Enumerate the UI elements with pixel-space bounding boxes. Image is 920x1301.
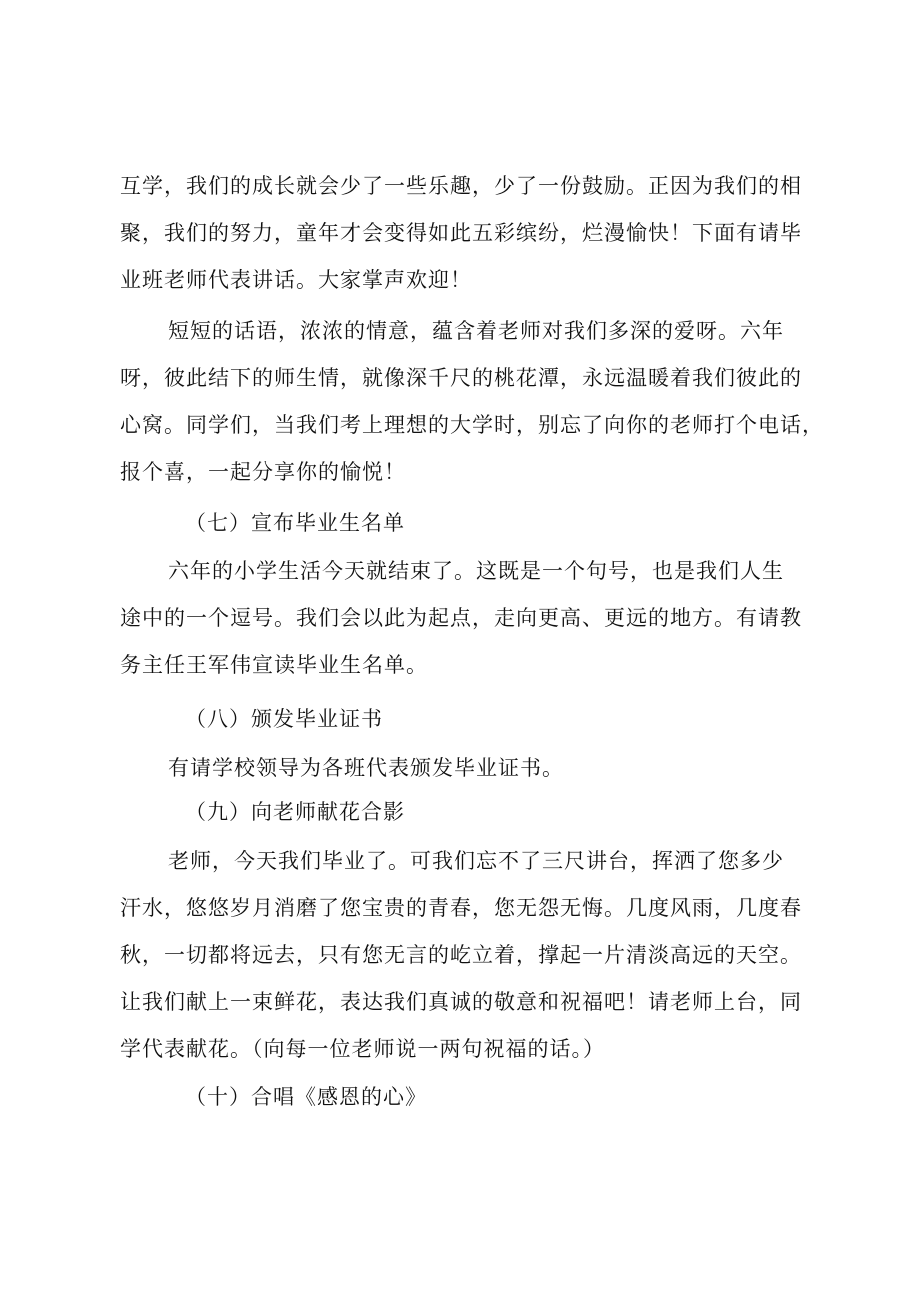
text-line: 短短的话语，浓浓的情意，蕴含着老师对我们多深的爱呀。六年 xyxy=(168,319,784,343)
text-line: 务主任王军伟宣读毕业生名单。 xyxy=(120,653,428,677)
text-line: 有请学校领导为各班代表颁发毕业证书。 xyxy=(168,756,564,780)
paragraph-closing-intro xyxy=(120,163,820,304)
text-line: 途中的一个逗号。我们会以此为起点，走向更高、更远的地方。有请教 xyxy=(120,606,802,630)
section-heading-8: （八）颁发毕业证书 xyxy=(185,707,383,731)
text-line: 心窝。同学们，当我们考上理想的大学时，别忘了向你的老师打个电话， xyxy=(120,413,824,437)
text-line: 老师，今天我们毕业了。可我们忘不了三尺讲台，挥洒了您多少 xyxy=(168,849,784,873)
text-line: 汗水，悠悠岁月消磨了您宝贵的青春，您无怨无悔。几度风雨，几度春 xyxy=(120,896,802,920)
paragraph-teacher-speech xyxy=(120,308,824,496)
paragraph-flowers xyxy=(120,838,820,1073)
paragraph-graduate-list xyxy=(120,548,820,689)
section-heading-7: （七）宣布毕业生名单 xyxy=(185,511,405,535)
text-line: 互学，我们的成长就会少了一些乐趣，少了一份鼓励。正因为我们的相 xyxy=(120,174,802,198)
text-line: 六年的小学生活今天就结束了。这既是一个句号，也是我们人生 xyxy=(168,559,784,583)
text-line: 秋，一切都将远去，只有您无言的屹立着，撑起一片清淡高远的天空。 xyxy=(120,943,802,967)
text-line: 呀，彼此结下的师生情，就像深千尺的桃花潭，永远温暖着我们彼此的 xyxy=(120,366,802,390)
paragraph-certificates xyxy=(120,745,820,792)
section-heading-10: （十）合唱《感恩的心》 xyxy=(185,1085,427,1109)
text-line: 学代表献花。（向每一位老师说一两句祝福的话。） xyxy=(120,1037,605,1061)
text-line: 业班老师代表讲话。大家掌声欢迎！ xyxy=(120,268,472,292)
text-line: 让我们献上一束鲜花，表达我们真诚的敬意和祝福吧！请老师上台，同 xyxy=(120,990,802,1014)
text-line: 报个喜，一起分享你的愉悦！ xyxy=(120,460,406,484)
section-heading-9: （九）向老师献花合影 xyxy=(185,800,405,824)
text-line: 聚，我们的努力，童年才会变得如此五彩缤纷，烂漫愉快！下面有请毕 xyxy=(120,221,802,245)
